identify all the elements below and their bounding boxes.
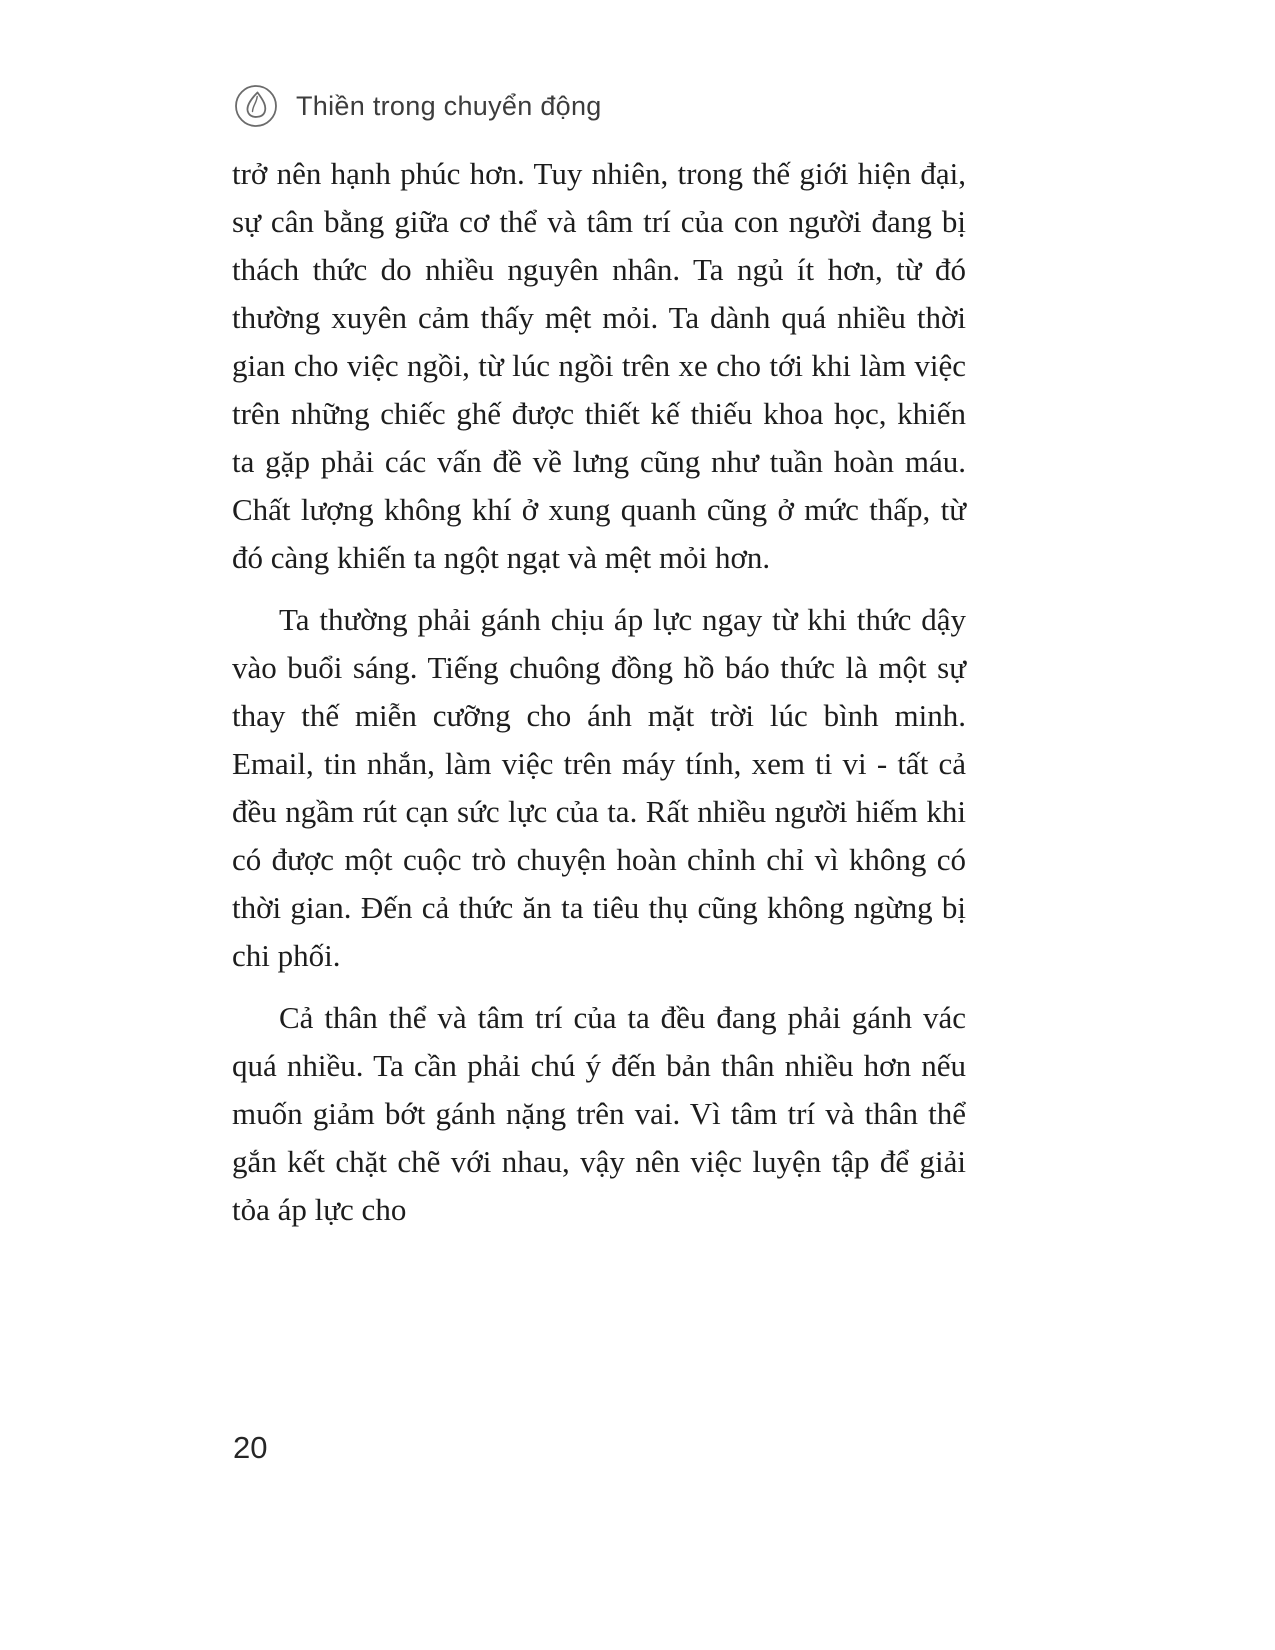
- page-body: [232, 150, 966, 1248]
- page-number: 20: [233, 1430, 268, 1465]
- paragraph: trở nên hạnh phúc hơn. Tuy nhiên, trong thế giới hiện đại, sự cân bằng giữa cơ thể và tâm trí của con người đang bị thách thức do nhiều nguyên nhân. Ta ngủ ít hơn, từ đó thường xuyên cảm thấy mệt mỏi. Ta dành quá nhiều thời gian cho việc ngồi, từ lúc ngồi trên xe cho tới khi làm việc trên những chiếc ghế được thiết kế thiếu khoa học, khiến ta gặp phải các vấn đề về lưng cũng như tuần hoàn máu. Chất lượng không khí ở xung quanh cũng ở mức thấp, từ đó càng khiến ta ngột ngạt và mệt mỏi hơn.: [232, 156, 966, 575]
- running-header: [234, 84, 602, 128]
- paragraph: Cả thân thể và tâm trí của ta đều đang phải gánh vác quá nhiều. Ta cần phải chú ý đến bản thân nhiều hơn nếu muốn giảm bớt gánh nặng trên vai. Vì tâm trí và thân thể gắn kết chặt chẽ với nhau, vậy nên việc luyện tập để giải tỏa áp lực cho: [232, 1000, 966, 1227]
- running-head-title: Thiền trong chuyển động: [296, 90, 602, 121]
- lotus-drop-icon: [234, 84, 278, 128]
- paragraph: Ta thường phải gánh chịu áp lực ngay từ khi thức dậy vào buổi sáng. Tiếng chuông đồng hồ báo thức là một sự thay thế miễn cưỡng cho ánh mặt trời lúc bình minh. Email, tin nhắn, làm việc trên máy tính, xem ti vi - tất cả đều ngầm rút cạn sức lực của ta. Rất nhiều người hiếm khi có được một cuộc trò chuyện hoàn chỉnh chỉ vì không có thời gian. Đến cả thức ăn ta tiêu thụ cũng không ngừng bị chi phối.: [232, 602, 966, 973]
